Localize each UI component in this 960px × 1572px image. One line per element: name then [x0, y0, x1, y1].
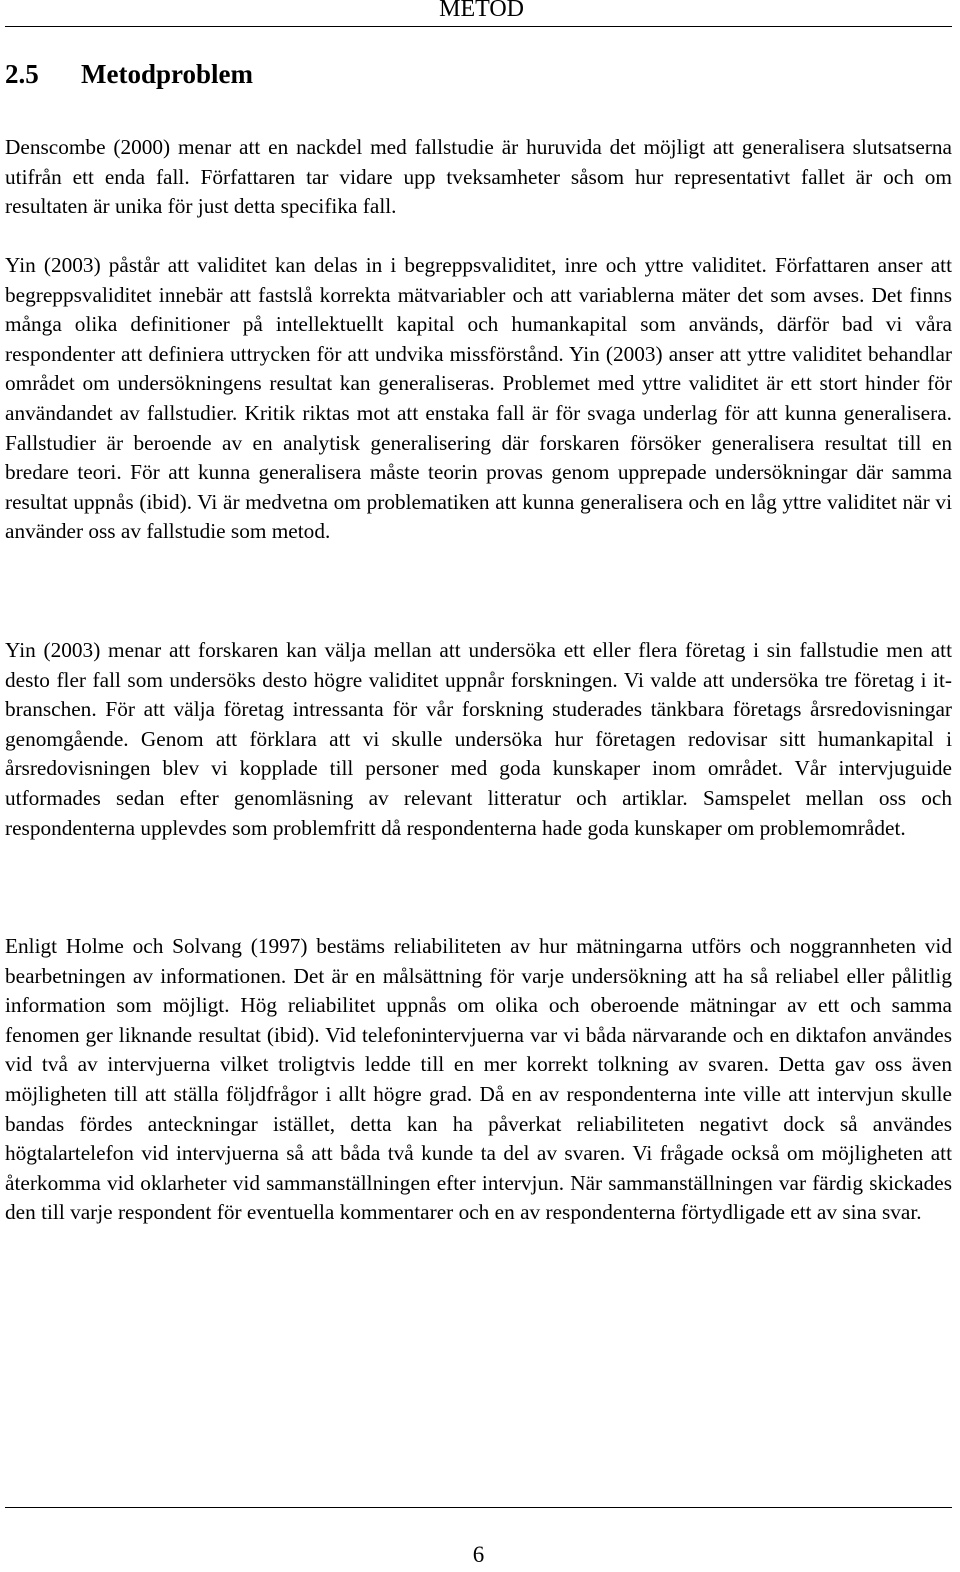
header-rule: [5, 26, 952, 27]
paragraph-3: Yin (2003) menar att forskaren kan välja mellan att undersöka ett eller flera företag i sin fallstudie men att desto fler fall som undersöks desto högre validitet uppnår forskningen. Vi valde att undersöka tre företag i it-branschen. För att välja företag intressanta för vår forskning studerades tänkbara företags årsredovisningar genomgående. Genom att förklara att vi skulle undersöka hur företagen redovisar sitt humankapital i årsredovisningen blev vi kopplade till personer med goda kunskaper inom området. Vår intervjuguide utformades sedan efter genomläsning av relevant litteratur och artiklar. Samspelet mellan oss och respondenterna upplevdes som problemfritt då respondenterna hade goda kunskaper om problemområdet.: [5, 638, 952, 840]
page-number: 6: [472, 1542, 485, 1567]
section-title: Metodproblem: [81, 59, 253, 89]
paragraph-4: Enligt Holme och Solvang (1997) bestäms reliabiliteten av hur mätningarna utförs och noggrannheten vid bearbetningen av informationen. Det är en målsättning för varje undersökning att ha så reliabel eller pålitlig information som möjligt. Hög reliabilitet uppnås om olika och oberoende mätningar av ett och samma fenomen ger liknande resultat (ibid). Vid telefonintervjuerna var vi båda närvarande och en diktafon användes vid två av intervjuerna vilket troligtvis ledde till en mer korrekt tolkning av svaren. Detta gav oss även möjligheten till att ställa följdfrågor i allt högre grad. Då en av respondenterna inte ville att intervjun skulle bandas fördes anteckningar istället, detta kan ha påverkat reliabiliteten negativt dock så användes högtalartelefon vid intervjuerna så att båda två kunde ta del av svaren. Vi frågade också om möjligheten att återkomma vid oklarheter vid sammanställningen efter intervjun. När sammanställningen var färdig skickades den till varje respondent för eventuella kommentarer och en av respondenterna förtydligade ett av sina svar.: [5, 934, 952, 1225]
paragraph-2: Yin (2003) påstår att validitet kan delas in i begreppsvaliditet, inre och yttre validitet. Författaren anser att begreppsvaliditet innebär att fastslå korrekta mätvariabler och att variablerna mäter det som avses. Det finns många olika definitioner på intellektuellt kapital och humankapital som används, därför bad vi våra respondenter att definiera uttrycken för att undvika missförstånd. Yin (2003) anser att yttre validitet behandlar området om undersökningens resultat kan generaliseras. Problemet med yttre validitet är ett stort hinder för användandet av fallstudier. Kritik riktas mot att enstaka fall är för svaga underlag för att kunna generalisera. Fallstudier är beroende av en analytisk generalisering där forskaren försöker generalisera resultat till en bredare teori. För att kunna generalisera måste teorin provas genom upprepade undersökningar där samma resultat uppnås (ibid). Vi är medvetna om problematiken att kunna generalisera och en låg yttre validitet när vi använder oss av fallstudie som metod.: [5, 253, 952, 544]
paragraph-1: Denscombe (2000) menar att en nackdel med fallstudie är huruvida det möjligt att generalisera slutsatserna utifrån ett enda fall. Författaren tar vidare upp tveksamheter såsom hur representativt fallet är och om resultaten är unika för just detta specifika fall.: [5, 135, 952, 219]
section-number: 2.5: [5, 59, 39, 89]
footer-rule: [5, 1507, 952, 1508]
running-header: METOD: [439, 0, 524, 22]
section-heading: [5, 56, 253, 92]
